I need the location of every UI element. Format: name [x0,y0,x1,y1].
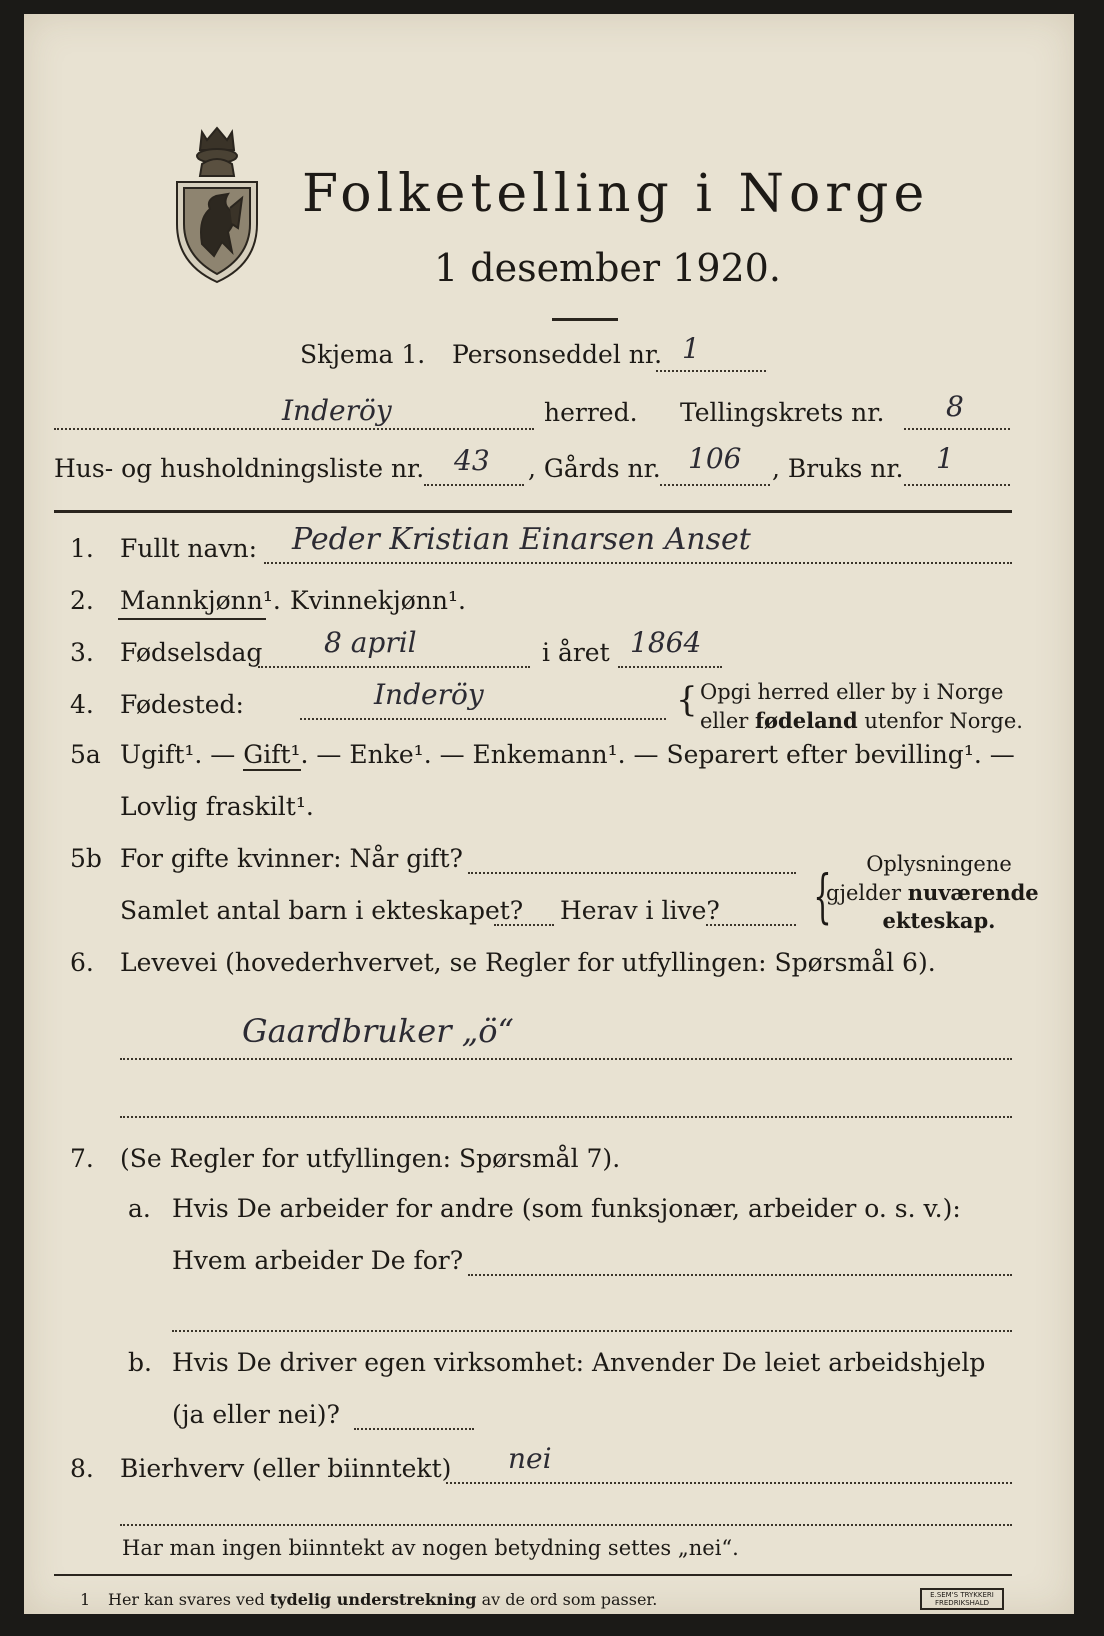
q2-mannkjonn: Mannkjønn¹. [120,586,281,615]
q5b-note-line2: gjelder nuværende [826,880,1039,905]
q5b-naar-gift-line [468,872,796,874]
q3-aaret-line [618,666,722,668]
bruks-label: , Bruks nr. [772,454,904,483]
q7b-answer-line [354,1428,474,1430]
q4-note-line1: Opgi herred eller by i Norge [700,680,1004,704]
footer-divider [54,1574,1012,1576]
q3-number: 3. [70,638,94,667]
q5b-barn-label: Samlet antal barn i ekteskapet? [120,896,524,925]
q6-line1 [120,1058,1012,1060]
bruks-value: 1 [936,442,954,475]
printer-mark: E.SEM'S TRYKKERI FREDRIKSHALD [920,1588,1004,1610]
q5b-note-line3: ekteskap. [882,908,996,933]
q8-line1 [446,1482,1012,1484]
header-divider [54,510,1012,513]
q7a-letter: a. [128,1194,151,1223]
personseddel-line [656,370,766,372]
q2-kvinnekjonn: Kvinnekjønn¹. [290,586,466,615]
personseddel-label: Personseddel nr. [452,340,663,369]
q7-label: (Se Regler for utfyllingen: Spørsmål 7). [120,1144,621,1173]
q7b-line2: (ja eller nei)? [172,1400,340,1429]
hus-label: Hus- og husholdningsliste nr. [54,454,425,483]
q8-line2 [120,1524,1012,1526]
q7b-line1: Hvis De driver egen virksomhet: Anvender De leiet arbeidshjelp [172,1348,986,1377]
q5a-number: 5a [70,740,101,769]
q1-value: Peder Kristian Einarsen Anset [292,522,751,557]
q5b-line1: For gifte kvinner: Når gift? [120,844,463,873]
q5b-note-brace: { [813,862,832,930]
q6-label: Levevei (hovederhvervet, se Regler for utfyllingen: Spørsmål 6). [120,948,936,977]
personseddel-value: 1 [682,332,700,365]
q5b-barn-line [494,924,554,926]
tellingskrets-label: Tellingskrets nr. [680,398,885,427]
tellingskrets-line [904,428,1010,430]
q7b-letter: b. [128,1348,152,1377]
footnote-mark: 1 [80,1590,91,1609]
form-title: Folketelling i Norge [302,164,930,224]
title-divider [552,318,618,321]
q3-value: 8 april [324,626,417,659]
q4-label: Fødested: [120,690,244,719]
q7-number: 7. [70,1144,94,1173]
hus-value: 43 [454,444,490,477]
hus-line [424,484,524,486]
q3-line [258,666,530,668]
q7a-line2: Hvem arbeider De for? [172,1246,464,1275]
gards-label: , Gårds nr. [528,454,661,483]
footnote-text: Her kan svares ved tydelig understrekning av de ord som passer. [108,1590,658,1609]
q7a-line1: Hvis De arbeider for andre (som funksjonær, arbeider o. s. v.): [172,1194,961,1223]
q8-note: Har man ingen biinntekt av nogen betydning settes „nei“. [122,1536,739,1560]
herred-label: herred. [544,398,638,427]
q5b-note-line1: Oplysningene [866,852,1012,876]
q6-line2 [120,1116,1012,1118]
q8-label: Bierhverv (eller biinntekt) [120,1454,452,1483]
q5a-line2: Lovlig fraskilt¹. [120,792,314,821]
herred-value: Inderöy [282,394,392,427]
q5b-i-live-label: Herav i live? [560,896,720,925]
q4-number: 4. [70,690,94,719]
q2-number: 2. [70,586,94,615]
q6-number: 6. [70,948,94,977]
gards-value: 106 [688,442,742,475]
q3-label: Fødselsdag [120,638,263,667]
q4-value: Inderöy [374,678,484,711]
norwegian-coat-of-arms-icon [172,124,262,284]
q6-value: Gaardbruker „ö“ [242,1012,514,1050]
census-date: 1 desember 1920. [434,246,781,290]
q1-line [264,562,1012,564]
bruks-line [904,484,1010,486]
gards-line [660,484,770,486]
skjema-label: Skjema 1. [300,340,426,369]
herred-line [54,428,534,430]
q5a-line1: Ugift¹. — Gift¹. — Enke¹. — Enkemann¹. — Separert efter bevilling¹. — [120,740,1015,769]
q1-number: 1. [70,534,94,563]
q2-mannkjonn-underline [118,618,266,620]
q3-aaret-value: 1864 [630,626,702,659]
q5b-number: 5b [70,844,102,873]
q1-label: Fullt navn: [120,534,258,563]
q4-note-brace: { [676,680,698,720]
q7a-answer-line2 [172,1330,1012,1332]
q4-note-line2: eller fødeland utenfor Norge. [700,708,1023,733]
q3-aaret-label: i året [542,638,610,667]
census-form-page [24,14,1074,1614]
q8-value: nei [508,1442,552,1475]
q7a-answer-line1 [468,1274,1012,1276]
q4-line [300,718,666,720]
q5b-i-live-line [706,924,796,926]
q8-number: 8. [70,1454,94,1483]
tellingskrets-value: 8 [946,390,964,423]
q5a-gift: Gift¹ [243,740,301,769]
